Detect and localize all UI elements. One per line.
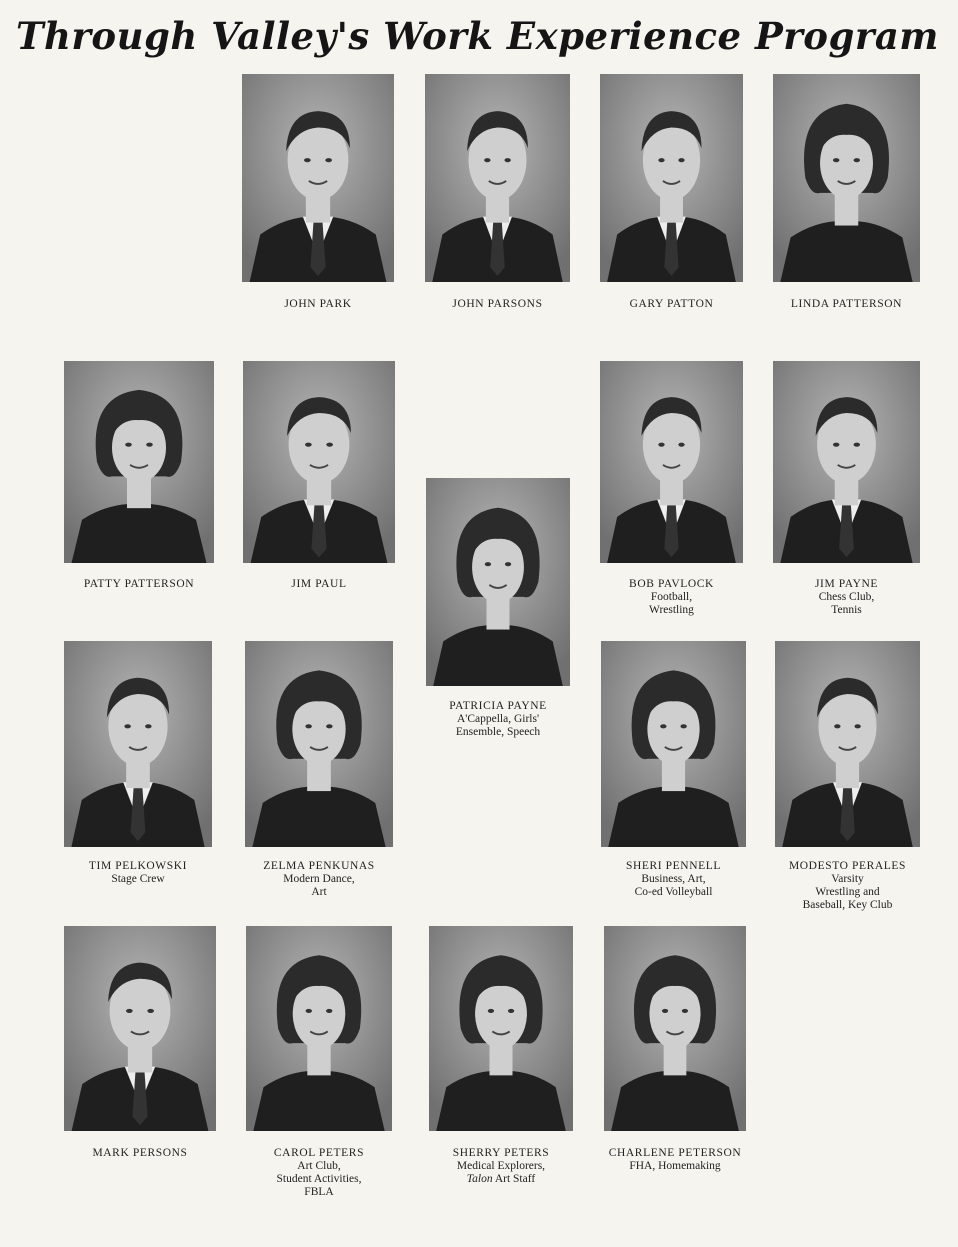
student-activity-line: FHA, Homemaking (629, 1160, 721, 1172)
student-activity-line: Student Activities, (276, 1173, 362, 1185)
student-portrait-photo (245, 641, 393, 847)
student-name: MARK PERSONS (92, 1147, 188, 1159)
student-caption (757, 578, 937, 617)
page-title: Through Valley's Work Experience Program (16, 14, 939, 58)
student-caption (758, 860, 938, 912)
student-caption (411, 1147, 591, 1186)
student-portrait-photo (246, 926, 392, 1131)
student-caption (49, 578, 229, 591)
student-caption (585, 1147, 765, 1173)
student-caption (582, 578, 762, 617)
student-portrait-photo (425, 74, 570, 282)
student-activity-line: Tennis (831, 604, 862, 616)
student-portrait-photo (600, 74, 743, 282)
student-activity-line: Modern Dance, (283, 873, 355, 885)
student-caption (229, 578, 409, 591)
student-portrait-photo (773, 74, 920, 282)
student-portrait-photo (429, 926, 573, 1131)
student-activity-line: Baseball, Key Club (802, 899, 893, 911)
student-activity-line: Business, Art, (641, 873, 706, 885)
student-caption (229, 1147, 409, 1199)
student-activity-line: Football, (650, 591, 693, 603)
student-portrait-photo (243, 361, 395, 563)
student-name: BOB PAVLOCK (629, 578, 714, 590)
student-portrait-photo (601, 641, 746, 847)
student-portrait-photo (600, 361, 743, 563)
student-caption (228, 298, 408, 311)
student-name: TIM PELKOWSKI (88, 860, 188, 872)
student-caption (229, 860, 409, 899)
student-name: GARY PATTON (629, 298, 714, 310)
student-name: MODESTO PERALES (788, 860, 907, 872)
student-portrait-photo (64, 641, 212, 847)
student-portrait-photo (775, 641, 920, 847)
student-name: JIM PAYNE (814, 578, 879, 590)
student-activity-line: Ensemble, Speech (455, 726, 541, 738)
student-activity-line: Medical Explorers, (456, 1160, 546, 1172)
student-name: ZELMA PENKUNAS (263, 860, 375, 872)
student-portrait-photo (64, 361, 214, 563)
student-activity-line: Chess Club, (818, 591, 875, 603)
student-caption (48, 860, 228, 886)
student-portrait-photo (604, 926, 746, 1131)
student-name: JOHN PARK (284, 298, 352, 310)
student-activity-line: Talon Art Staff (466, 1173, 536, 1185)
student-caption (584, 860, 764, 899)
student-name: PATRICIA PAYNE (449, 700, 547, 712)
student-portrait-photo (242, 74, 394, 282)
student-caption (408, 700, 588, 739)
student-activity-line: Art Club, (297, 1160, 341, 1172)
student-name: CAROL PETERS (273, 1147, 365, 1159)
student-portrait-photo (64, 926, 216, 1131)
student-name: SHERI PENNELL (625, 860, 721, 872)
student-activity-line: FBLA (304, 1186, 334, 1198)
student-caption (582, 298, 762, 311)
student-activity-line: Wrestling (649, 604, 694, 616)
student-activity-line: Varsity (831, 873, 864, 885)
student-caption (408, 298, 588, 311)
student-caption (50, 1147, 230, 1160)
student-name: SHERRY PETERS (452, 1147, 550, 1159)
student-activity-line: Wrestling and (815, 886, 880, 898)
student-activity-line: Art (311, 886, 327, 898)
student-activity-line: Co-ed Volleyball (634, 886, 713, 898)
student-portrait-photo (426, 478, 570, 686)
student-name: JIM PAUL (291, 578, 347, 590)
student-caption (757, 298, 937, 311)
student-name: PATTY PATTERSON (83, 578, 195, 590)
student-portrait-photo (773, 361, 920, 563)
student-name: LINDA PATTERSON (790, 298, 903, 310)
student-activity-line: A'Cappella, Girls' (456, 713, 540, 725)
student-name: JOHN PARSONS (452, 298, 543, 310)
student-name: CHARLENE PETERSON (608, 1147, 742, 1159)
student-activity-line: Stage Crew (111, 873, 165, 885)
